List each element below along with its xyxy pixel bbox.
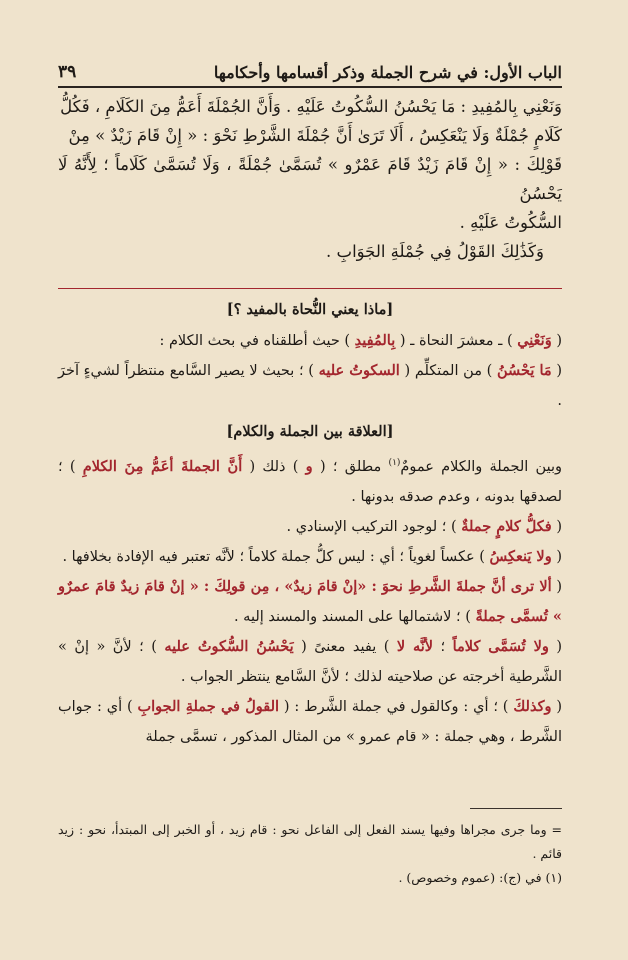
- sharh-paragraph: ( ألا ترى أنَّ جملةَ الشَّرطِ نحوَ : «إنْ قامَ زيدٌ» ، مِن قولِكَ : « إنْ قامَ زيدٌ قامَ عمرٌو » تُسمَّى جملةً ) ؛ لاشتمالها على المسند والمسند إليه .: [58, 577, 562, 625]
- matn-line: السُّكُوتُ عَلَيْهِ .: [459, 213, 562, 232]
- sharh-text: [58, 294, 562, 752]
- chapter-title: الباب الأول: في شرح الجملة وذكر أقسامها وأحكامها: [213, 63, 562, 82]
- matn-text: [58, 92, 562, 266]
- footnotes: [58, 818, 562, 890]
- matn-line: قَوْلِكَ : « إِنْ قَامَ زَيْدٌ قَامَ عَمْرٌو » تُسَمَّىٰ جُمْلَةً ، وَلَا تُسَمَّىٰ كَلَاماً ؛ لِأَنَّهُ لَا يَحْسُنُ: [58, 155, 562, 203]
- page-number: ٣٩: [58, 62, 77, 82]
- sharh-paragraph: ( وَنَعْنِي ) ـ معشرَ النحاة ـ ( بِالمُفِيدِ ) حيث أطلقناه في بحث الكلام :: [159, 332, 562, 349]
- sharh-paragraph: ( وكذلكَ ) ؛ أي : وكالقول في جملة الشَّرط : ( القولُ في جملةِ الجوابِ ) أي : جواب الشَّرط ، وهي جملة : « قام عمرو » من المثال المذكور ، تسمَّى جملة: [58, 697, 562, 745]
- footnote-divider: [470, 808, 562, 809]
- matn-divider: [58, 288, 562, 289]
- sharh-paragraph: ( ولا يَنعكِسُ ) عكساً لغوياً ؛ أي : ليس كلُّ جملة كلاماً ؛ لأنَّه تعتبر فيه الإفادة بخلافها .: [62, 547, 562, 565]
- matn-line: وَكَذَٰلِكَ القَوْلُ فِي جُمْلَةِ الجَوَابِ .: [326, 242, 544, 261]
- footnote-1: (١) في (ج): (عموم وخصوص) .: [398, 870, 562, 885]
- sharh-paragraph: وبين الجملة والكلام عمومٌ$^{(١)}$ مطلق ؛ ( و ) ذلك ( أَنَّ الجملةَ أعَمُّ مِنَ الكلامِ ) ؛ لصدقها بدونه ، وعدم صدقه بدونها .: [58, 457, 562, 505]
- sharh-paragraph: ( فكلُّ كلامٍ جملةٌ ) ؛ لوجود التركيب الإسنادي .: [286, 517, 562, 535]
- sharh-paragraph: ( مَا يَحْسُنُ ) من المتكلِّم ( السكوتُ عليه ) ؛ بحيث لا يصير السَّامع منتظراً لشيءٍ آخرَ .: [58, 362, 562, 409]
- matn-line: كَلَامٍ جُمْلَةٌ وَلَا يَنْعَكِسُ ، أَلَا تَرَىٰ أَنَّ جُمْلَةَ الشَّرْطِ نَحْوَ : « إِنْ قَامَ زَيْدٌ » مِنْ: [68, 126, 562, 145]
- footnote-ref: (١): [388, 458, 401, 468]
- section-heading: [العلاقة بين الجملة والكلام]: [226, 423, 394, 440]
- page-header: [58, 52, 562, 88]
- matn-line: وَنَعْنِي بِالمُفِيدِ : مَا يَحْسُنُ السُّكُوتُ عَلَيْهِ . وَأَنَّ الجُمْلَةَ أَعَمُّ مِنَ الكَلَامِ ، فَكُلُّ: [60, 97, 562, 116]
- footnote-continuation: = وما جرى مجراها وفيها يسند الفعل إلى الفاعل نحو : قام زيد ، أو الخبر إلى المبتدأ، نحو : زيد قائم .: [58, 822, 562, 861]
- sharh-paragraph: ( ولا تُسَمَّى كلاماً ؛ لأنَّه لا ) يفيد معنىً ( يَحْسُنُ السُّكوتُ عليه ) ؛ لأنَّ « إنْ » الشَّرطية أخرجته عن صلاحيته لذلك ؛ لأنَّ السَّامع ينتظر الجواب .: [58, 637, 562, 685]
- section-heading: [ماذا يعني النُّحاة بالمفيد ؟]: [226, 301, 394, 318]
